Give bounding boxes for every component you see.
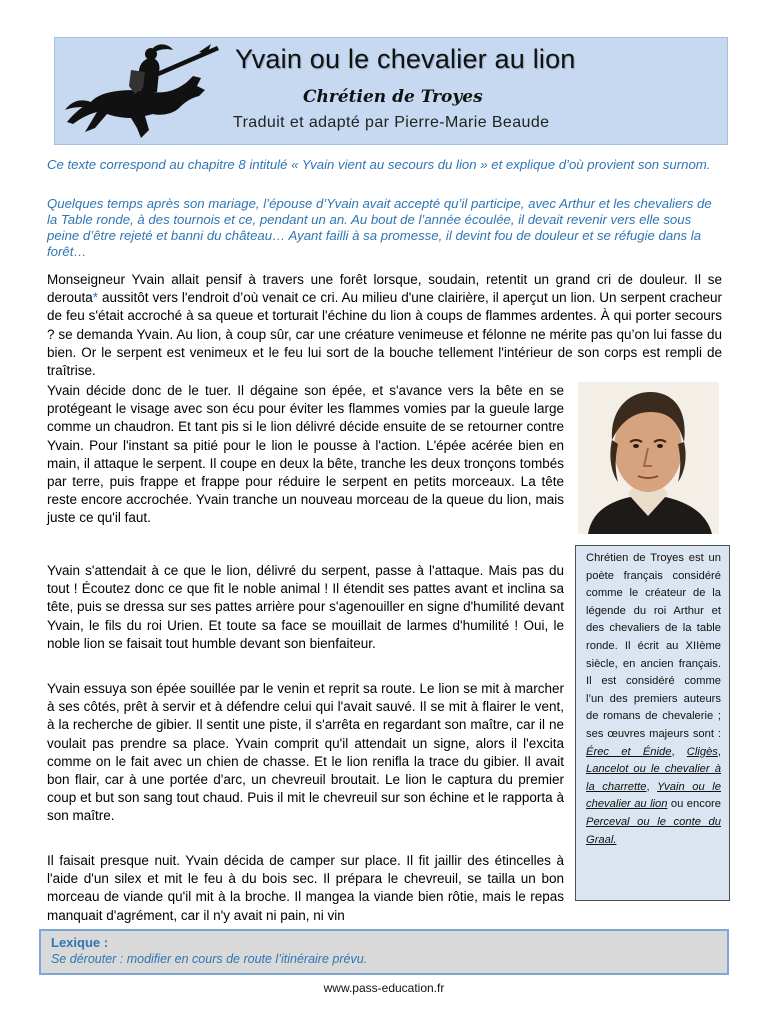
knight-on-horse-icon — [61, 42, 221, 142]
lexique-title: Lexique : — [51, 935, 109, 950]
work-title: Yvain ou le chevalier au lion — [586, 780, 721, 811]
page-title: Yvain ou le chevalier au lion — [235, 44, 576, 74]
portrait-image — [578, 382, 719, 534]
footer-url: www.pass-education.fr — [323, 981, 445, 995]
paragraph-1-end: aussitôt vers l'endroit d’où venait ce cri. Au milieu d'une clairière, il aperçut un lion. Un serpent cracheur de feu s'était accroché à sa queue et torturait l'échine du lion à coups de flammes ardentes. À qui porter secours ? se demanda Yvain. Au lion, à coup sûr, car une créature venimeuse et félonne ne mérite pas qu’on lui fasse du bien. Or le serpent est venimeux et le feu lui sort de la bouche tellement l'intérieur de son corps est rempli de traîtrise. — [47, 290, 722, 379]
lexique-marker: * — [92, 290, 99, 306]
paragraph-3: Yvain s'attendait à ce que le lion, délivré du serpent, passe à l'attaque. Mais pas du tout ! Écoutez donc ce que fit le noble animal ! Il étendit ses pattes avant et inclina sa tête, puis se dressa sur ses pattes arrière pour s'agenouiller en signe d'humilité devant Yvain, le fils du roi Urien. Et toute sa face se mouillait de larmes d'humilité ! Oui, le noble lion se faisait tout humble devant son bienfaiteur. — [47, 563, 564, 651]
work-separator: , — [646, 780, 658, 793]
paragraph-4: Yvain essuya son épée souillée par le venin et reprit sa route. Le lion se mit à marcher à ses côtés, prêt à servir et à défendre celui qui l'avait sauvé. Il se mit à flairer le vent, à la recherche de gibier. Il sentit une piste, il s'arrêta en regardant son maître, car il ne voulait pas prendre sa place. Yvain comprit qu'il attendait un signe, alors il l'excita comme on le fait avec un chien de chasse. Et le lion renifla la trace du gibier. Il avait bon flair, car à une portée d'arc, un chevreuil broutait. Le lion le captura du premier coup et but son sang tout chaud. Puis il mit le chevreuil sur son échine et le rapporta à son maître. — [47, 681, 564, 824]
work-title: Érec et Énide — [586, 745, 672, 758]
lexique-box — [39, 929, 729, 975]
author-name: Chrétien de Troyes — [303, 87, 483, 107]
work-title: Perceval ou le conte du Graal. — [586, 815, 721, 846]
work-title: Cligès — [686, 745, 718, 758]
intro-context: Quelques temps après son mariage, l’épouse d’Yvain avait accepté qu’il participe, avec Arthur et les chevaliers de la Table ronde, à des tournois et ce, pendant un an. Au bout de l’année écoulée, il devait revenir vers elle sous peine d’être rejeté et banni du château… Ayant failli à sa promesse, il devint fou de douleur et se réfugie dans la forêt… — [47, 196, 712, 259]
work-title: Lancelot ou le chevalier à la charrette — [586, 763, 721, 793]
work-separator: , — [671, 745, 687, 758]
bio-text: Chrétien de Troyes est un poète français considéré comme le créateur de la légende du roi Arthur et des chevaliers de la table ronde. Il écrit au XIIème siècle, en ancien français. Il est considéré comme l’un des premiers auteurs de romans de chevalerie ; ses œuvres majeurs sont : — [586, 552, 721, 740]
work-separator: , — [717, 745, 721, 758]
paragraph-5: Il faisait presque nuit. Yvain décida de camper sur place. Il fit jaillir des étincelles à l'aide d'un silex et mit le feu à du bois sec. Il prépara le chevreuil, se tailla un bon morceau de viande qu'il mit à la broche. Il mangea la viande bien rôtie, mais le repas manquait d'agrément, car il n'y avait ni pain, ni vin — [47, 853, 564, 923]
work-separator: ou encore — [667, 798, 721, 811]
intro-chapter-note: Ce texte correspond au chapitre 8 intitulé « Yvain vient au secours du lion » et explique d’où provient son surnom. — [47, 157, 711, 172]
lexique-definition: Se dérouter : modifier en cours de route l’itinéraire prévu. — [51, 952, 368, 966]
paragraph-1 — [47, 271, 722, 380]
header-banner — [54, 37, 728, 145]
paragraph-2: Yvain décide donc de le tuer. Il dégaine son épée, et s'avance vers la bête en se protégeant le visage avec son écu pour éviter les flammes vomies par la gueule large comme un chaudron. Et tant pis si le lion délivré décide ensuite de se retourner contre Yvain. Pour l'instant sa pitié pour le lion le pousse à l'action. L'épée acérée bien en main, il attaque le serpent. Il coupe en deux la bête, tranche les deux tronçons tombés par terre, puis frappe et frappe pour réduire le serpent en petits morceaux. La tête reste encore accrochée. Yvain tranche un nouveau morceau de la queue du lion, mais juste ce qu'il faut. — [47, 383, 564, 526]
paragraph-1-start: Monseigneur Yvain allait pensif à travers une forêt lorsque, soudain, retentit un grand cri de douleur. Il se derouta — [47, 272, 722, 306]
author-bio-box — [575, 545, 730, 901]
translator-line: Traduit et adapté par Pierre-Marie Beaude — [233, 114, 550, 131]
